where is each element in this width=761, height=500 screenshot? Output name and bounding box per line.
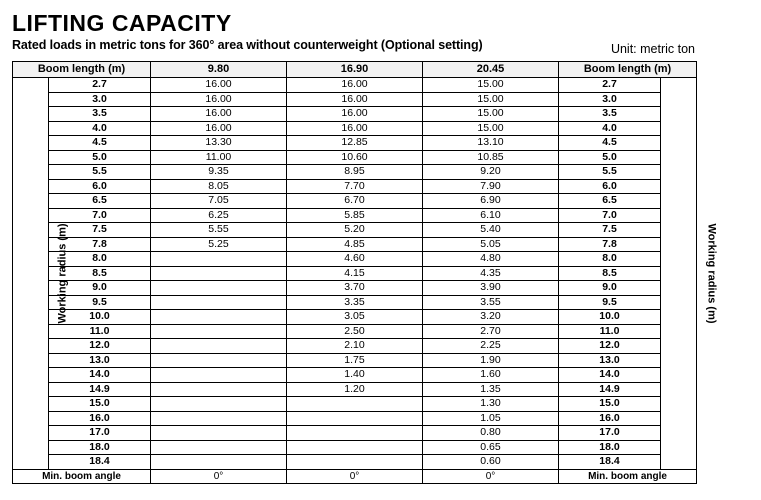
radius-cell-left: 15.0 (49, 397, 151, 412)
capacity-cell (151, 281, 287, 296)
capacity-cell: 16.00 (151, 107, 287, 122)
unit-label: Unit: metric ton (610, 42, 695, 56)
table-row (13, 310, 697, 325)
min-boom-angle-cell: 0° (287, 469, 423, 484)
capacity-cell (287, 411, 423, 426)
radius-cell-right: 13.0 (559, 353, 661, 368)
capacity-cell: 3.05 (287, 310, 423, 325)
table-row (13, 237, 697, 252)
radius-cell-right: 4.5 (559, 136, 661, 151)
table-row (13, 208, 697, 223)
table-row (13, 353, 697, 368)
radius-cell-left: 11.0 (49, 324, 151, 339)
radius-cell-left: 7.8 (49, 237, 151, 252)
capacity-cell: 4.85 (287, 237, 423, 252)
radius-cell-left: 18.0 (49, 440, 151, 455)
radius-cell-left: 4.5 (49, 136, 151, 151)
capacity-cell: 8.95 (287, 165, 423, 180)
capacity-cell: 1.40 (287, 368, 423, 383)
radius-cell-left: 5.5 (49, 165, 151, 180)
capacity-cell: 7.70 (287, 179, 423, 194)
capacity-cell: 5.40 (423, 223, 559, 238)
capacity-cell (151, 353, 287, 368)
table-body (13, 78, 718, 484)
capacity-cell: 0.65 (423, 440, 559, 455)
min-boom-angle-cell: 0° (423, 469, 559, 484)
radius-cell-left: 7.5 (49, 223, 151, 238)
table-row (13, 266, 697, 281)
capacity-cell (151, 368, 287, 383)
radius-cell-left: 9.0 (49, 281, 151, 296)
lifting-capacity-table (12, 61, 718, 484)
radius-cell-left: 5.0 (49, 150, 151, 165)
capacity-cell: 15.00 (423, 121, 559, 136)
table-row (13, 165, 697, 180)
capacity-cell: 15.00 (423, 107, 559, 122)
capacity-cell (287, 455, 423, 470)
radius-cell-left: 14.9 (49, 382, 151, 397)
table-row (13, 368, 697, 383)
radius-cell-right: 12.0 (559, 339, 661, 354)
radius-cell-left: 8.0 (49, 252, 151, 267)
radius-cell-right: 3.0 (559, 92, 661, 107)
capacity-cell: 1.90 (423, 353, 559, 368)
table-row (13, 107, 697, 122)
min-boom-angle-cell: 0° (151, 469, 287, 484)
table-row (13, 382, 697, 397)
capacity-cell: 6.90 (423, 194, 559, 209)
capacity-cell (151, 426, 287, 441)
radius-cell-left: 17.0 (49, 426, 151, 441)
capacity-cell (151, 455, 287, 470)
capacity-cell: 7.90 (423, 179, 559, 194)
capacity-cell: 1.75 (287, 353, 423, 368)
header-boom-length-right: Boom length (m) (559, 62, 697, 78)
radius-cell-left: 9.5 (49, 295, 151, 310)
radius-cell-left: 12.0 (49, 339, 151, 354)
radius-cell-right: 5.5 (559, 165, 661, 180)
capacity-cell: 12.85 (287, 136, 423, 151)
table-row (13, 223, 697, 238)
working-radius-label-right-text: Working radius (m) (705, 223, 718, 324)
capacity-cell (287, 426, 423, 441)
radius-cell-right: 17.0 (559, 426, 661, 441)
table-row (13, 252, 697, 267)
capacity-cell: 16.00 (151, 121, 287, 136)
radius-cell-right: 7.0 (559, 208, 661, 223)
capacity-cell (151, 339, 287, 354)
header-boom-length-1: 9.80 (151, 62, 287, 78)
header-boom-length-3: 20.45 (423, 62, 559, 78)
radius-cell-right: 18.0 (559, 440, 661, 455)
capacity-cell: 2.25 (423, 339, 559, 354)
radius-cell-right: 14.9 (559, 382, 661, 397)
capacity-cell: 10.85 (423, 150, 559, 165)
capacity-cell (151, 266, 287, 281)
capacity-cell: 5.05 (423, 237, 559, 252)
capacity-cell: 6.10 (423, 208, 559, 223)
capacity-cell (151, 295, 287, 310)
radius-cell-left: 7.0 (49, 208, 151, 223)
capacity-cell (287, 440, 423, 455)
capacity-cell: 15.00 (423, 92, 559, 107)
capacity-cell: 4.15 (287, 266, 423, 281)
capacity-cell: 13.10 (423, 136, 559, 151)
radius-cell-right: 10.0 (559, 310, 661, 325)
capacity-cell: 11.00 (151, 150, 287, 165)
min-boom-angle-label-right: Min. boom angle (559, 469, 697, 484)
radius-cell-right: 3.5 (559, 107, 661, 122)
page-subtitle: Rated loads in metric tons for 360° area without counterweight (Optional setting) (12, 38, 483, 52)
radius-cell-left: 8.5 (49, 266, 151, 281)
capacity-cell: 3.90 (423, 281, 559, 296)
capacity-cell: 5.25 (151, 237, 287, 252)
radius-cell-right: 9.5 (559, 295, 661, 310)
capacity-cell: 0.60 (423, 455, 559, 470)
radius-cell-right: 15.0 (559, 397, 661, 412)
table-row (13, 397, 697, 412)
table-row (13, 426, 697, 441)
radius-cell-left: 14.0 (49, 368, 151, 383)
radius-cell-right: 18.4 (559, 455, 661, 470)
capacity-cell: 4.80 (423, 252, 559, 267)
capacity-cell: 3.70 (287, 281, 423, 296)
capacity-cell: 2.50 (287, 324, 423, 339)
working-radius-label-left-text: Working radius (m) (56, 223, 69, 324)
radius-cell-left: 6.5 (49, 194, 151, 209)
header-row (13, 62, 697, 78)
capacity-cell: 1.60 (423, 368, 559, 383)
radius-cell-right: 7.8 (559, 237, 661, 252)
capacity-cell: 16.00 (287, 107, 423, 122)
table-row (13, 295, 697, 310)
table-row (13, 136, 697, 151)
table-row (13, 179, 697, 194)
capacity-cell: 5.55 (151, 223, 287, 238)
capacity-cell: 5.85 (287, 208, 423, 223)
table-row (13, 455, 697, 470)
footer-row (13, 469, 697, 484)
radius-cell-left: 4.0 (49, 121, 151, 136)
capacity-cell (287, 397, 423, 412)
table-row (13, 78, 697, 93)
capacity-cell (151, 252, 287, 267)
min-boom-angle-label-left: Min. boom angle (13, 469, 151, 484)
capacity-cell: 1.05 (423, 411, 559, 426)
radius-cell-right: 9.0 (559, 281, 661, 296)
capacity-cell: 9.35 (151, 165, 287, 180)
capacity-cell: 8.05 (151, 179, 287, 194)
capacity-cell (151, 382, 287, 397)
radius-cell-left: 16.0 (49, 411, 151, 426)
capacity-cell: 13.30 (151, 136, 287, 151)
header-boom-length-2: 16.90 (287, 62, 423, 78)
table-row (13, 92, 697, 107)
radius-cell-right: 6.5 (559, 194, 661, 209)
radius-cell-left: 13.0 (49, 353, 151, 368)
capacity-cell: 16.00 (151, 92, 287, 107)
radius-cell-right: 16.0 (559, 411, 661, 426)
capacity-cell (151, 397, 287, 412)
table-row (13, 194, 697, 209)
table-row (13, 324, 697, 339)
radius-cell-right: 14.0 (559, 368, 661, 383)
capacity-cell: 1.20 (287, 382, 423, 397)
table-row (13, 121, 697, 136)
radius-cell-left: 3.0 (49, 92, 151, 107)
capacity-cell: 4.35 (423, 266, 559, 281)
capacity-cell: 16.00 (287, 92, 423, 107)
capacity-cell: 16.00 (287, 78, 423, 93)
radius-cell-right: 8.5 (559, 266, 661, 281)
capacity-cell: 6.70 (287, 194, 423, 209)
radius-cell-right: 7.5 (559, 223, 661, 238)
radius-cell-right: 5.0 (559, 150, 661, 165)
capacity-cell (151, 411, 287, 426)
header-boom-length-left: Boom length (m) (13, 62, 151, 78)
radius-cell-left: 2.7 (49, 78, 151, 93)
capacity-cell (151, 310, 287, 325)
capacity-cell: 0.80 (423, 426, 559, 441)
capacity-cell: 7.05 (151, 194, 287, 209)
capacity-cell: 2.70 (423, 324, 559, 339)
capacity-cell: 10.60 (287, 150, 423, 165)
table-row (13, 150, 697, 165)
capacity-cell: 3.20 (423, 310, 559, 325)
table-row (13, 440, 697, 455)
working-radius-label-right (661, 78, 718, 470)
table-row (13, 339, 697, 354)
radius-cell-right: 11.0 (559, 324, 661, 339)
capacity-cell: 6.25 (151, 208, 287, 223)
radius-cell-right: 4.0 (559, 121, 661, 136)
radius-cell-left: 18.4 (49, 455, 151, 470)
capacity-cell (151, 324, 287, 339)
capacity-cell: 4.60 (287, 252, 423, 267)
radius-cell-left: 6.0 (49, 179, 151, 194)
radius-cell-right: 8.0 (559, 252, 661, 267)
page-title: LIFTING CAPACITY (12, 10, 232, 36)
table-row (13, 411, 697, 426)
capacity-cell: 1.30 (423, 397, 559, 412)
radius-cell-left: 3.5 (49, 107, 151, 122)
capacity-cell: 16.00 (151, 78, 287, 93)
capacity-cell (151, 440, 287, 455)
working-radius-label-left (13, 78, 69, 470)
radius-cell-right: 2.7 (559, 78, 661, 93)
capacity-cell: 1.35 (423, 382, 559, 397)
radius-cell-right: 6.0 (559, 179, 661, 194)
table-row (13, 281, 697, 296)
capacity-cell: 15.00 (423, 78, 559, 93)
capacity-cell: 9.20 (423, 165, 559, 180)
capacity-cell: 16.00 (287, 121, 423, 136)
radius-cell-left: 10.0 (49, 310, 151, 325)
capacity-cell: 5.20 (287, 223, 423, 238)
capacity-cell: 2.10 (287, 339, 423, 354)
capacity-cell: 3.35 (287, 295, 423, 310)
capacity-cell: 3.55 (423, 295, 559, 310)
